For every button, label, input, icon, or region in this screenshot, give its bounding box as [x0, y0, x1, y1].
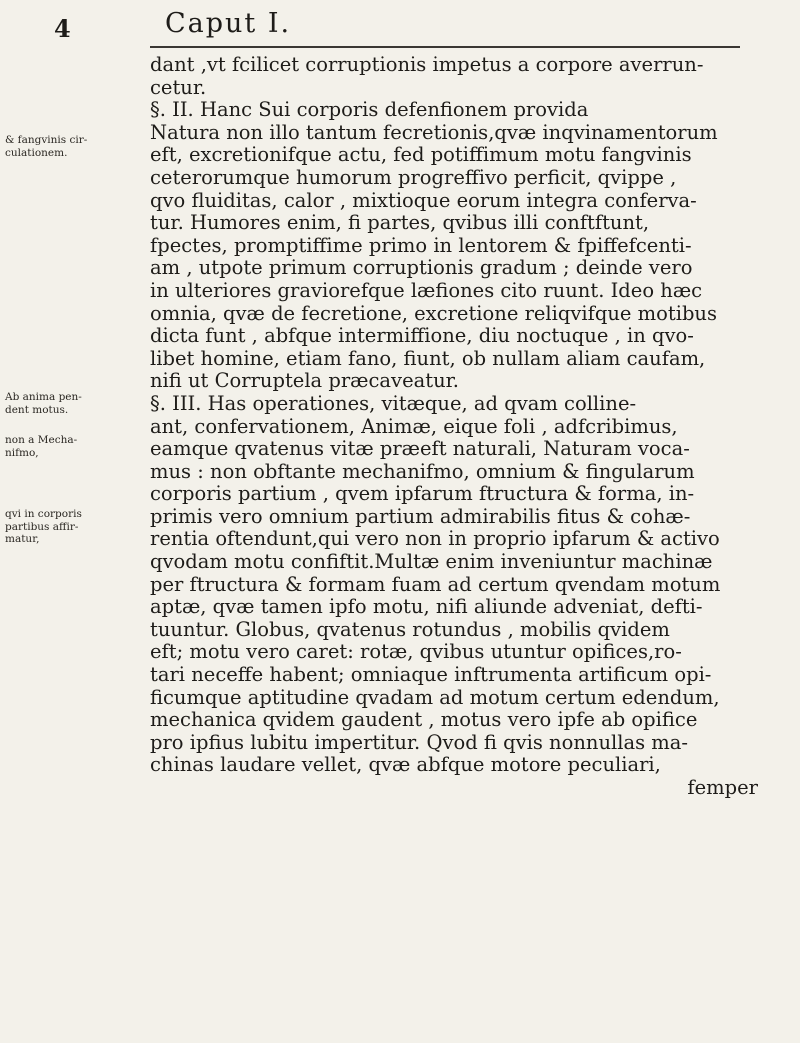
text-line: libet homine, etiam fano, fiunt, ob nullam aliam caufam,	[150, 347, 706, 370]
margin-note-parts	[5, 508, 105, 546]
text-line: §. III. Has operationes, vitæque, ad qvam colline-	[150, 392, 637, 415]
text-line: primis vero omnium partium admirabilis fitus & cohæ-	[150, 505, 691, 528]
margin-note-anima	[5, 391, 105, 416]
text-line: §. II. Hanc Sui corporis defenfionem provida	[150, 99, 589, 122]
text-line: nifi ut Corruptela præcaveatur.	[150, 370, 460, 393]
margin-note-line: culationem.	[5, 146, 68, 159]
text-line: ant, confervationem, Animæ, eique foli , adfcribimus,	[150, 415, 678, 438]
margin-note-line: qvi in corporis	[5, 508, 82, 520]
text-line: tuuntur. Globus, qvatenus rotundus , mobilis qvidem	[150, 618, 670, 641]
text-line: per ftructura & formam fuam ad certum qvendam motum	[150, 573, 721, 596]
text-line: eamque qvatenus vitæ præeft naturali, Naturam voca-	[150, 438, 690, 461]
margin-note-line: nifmo,	[5, 446, 39, 459]
text-line: am , utpote primum corruptionis gradum ; deinde vero	[150, 257, 693, 280]
text-line: rentia oftendunt,qui vero non in proprio ipfarum & activo	[150, 528, 720, 551]
header-rule	[150, 46, 740, 48]
text-line: omnia, qvæ de fecretione, excretione reliqvifque motibus	[150, 302, 717, 325]
margin-note-line: partibus affir-	[5, 520, 79, 533]
margin-note-line: Ab anima pen-	[5, 391, 82, 403]
text-line: chinas laudare vellet, qvæ abfque motore peculiari,	[150, 754, 661, 777]
text-line: dicta funt , abfque intermiffione, diu noctuque , in qvo-	[150, 325, 694, 348]
text-line: qvodam motu confiftit.Multæ enim inveniuntur machinæ	[150, 551, 713, 574]
margin-note-circulation	[5, 134, 105, 159]
text-line: cetur.	[150, 76, 207, 99]
text-line: corporis partium , qvem ipfarum ftructura & forma, in-	[150, 483, 695, 506]
margin-note-line: dent motus.	[5, 403, 69, 416]
text-line: eft; motu vero caret: rotæ, qvibus utuntur opifices,ro-	[150, 641, 682, 664]
text-line: eft, excretionifque actu, fed potiffimum motu fangvinis	[150, 144, 692, 167]
text-line: ceterorumque humorum progreffivo perficit, qvippe ,	[150, 166, 677, 189]
text-line: dant ,vt fcilicet corruptionis impetus a corpore averrun-	[150, 54, 704, 76]
page-number: 4	[54, 14, 71, 43]
text-line: aptæ, qvæ tamen ipfo motu, nifi aliunde adveniat, defti-	[150, 596, 703, 619]
margin-note-mechanism	[5, 434, 105, 459]
body-text	[150, 54, 778, 800]
margin-note-line: non a Mecha-	[5, 434, 78, 446]
text-line: tur. Humores enim, fi partes, qvibus illi conftftunt,	[150, 212, 650, 235]
text-line: pro ipfius lubitu impertitur. Qvod fi qvis nonnullas ma-	[150, 731, 689, 754]
text-line: Natura non illo tantum fecretionis,qvæ inqvinamentorum	[150, 121, 718, 144]
text-line: tari neceffe habent; omniaque inftrumenta artificum opi-	[150, 664, 712, 687]
running-head: Caput I.	[165, 8, 292, 39]
text-line: mus : non obftante mechanifmo, omnium & fingularum	[150, 460, 695, 483]
text-line: femper	[687, 777, 758, 799]
text-line: ficumque aptitudine qvadam ad motum certum edendum,	[150, 686, 720, 709]
margin-note-line: matur,	[5, 533, 40, 545]
margin-note-line: & fangvinis cir-	[5, 134, 88, 146]
text-line: qvo fluiditas, calor , mixtioque eorum integra conferva-	[150, 189, 697, 212]
text-line: mechanica qvidem gaudent , motus vero ipfe ab opifice	[150, 709, 698, 732]
text-line: fpectes, promptiffime primo in lentorem & fpiffefcenti-	[150, 234, 692, 257]
text-line: in ulteriores graviorefque læfiones cito ruunt. Ideo hæc	[150, 279, 703, 302]
